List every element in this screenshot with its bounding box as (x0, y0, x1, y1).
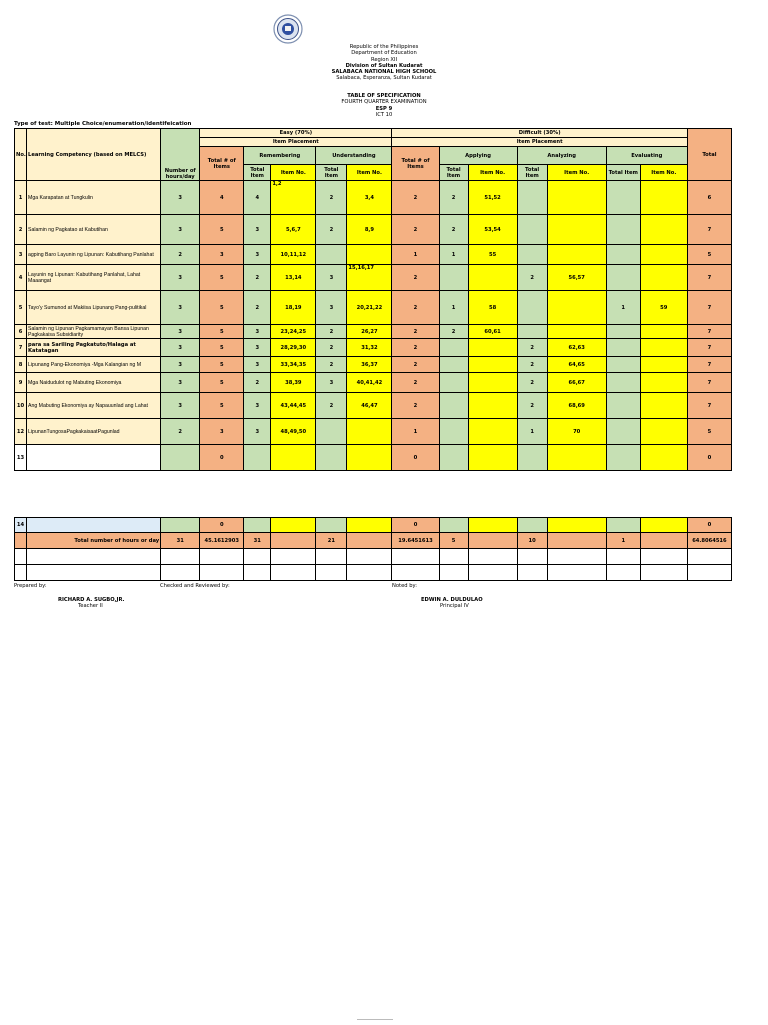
header-eva-item-no: Item No. (640, 165, 687, 181)
table-row (15, 181, 732, 215)
row-competency (27, 445, 161, 471)
totals-app-no (468, 533, 517, 549)
row-eva-item-no (640, 265, 687, 291)
row-und-item-no (347, 445, 392, 471)
row-total: 5 (687, 419, 731, 445)
row-no: 7 (15, 339, 27, 357)
row-ana-total: 2 (517, 265, 547, 291)
totals-label: Total number of hours or day (27, 533, 161, 549)
row-ana-item-no (547, 325, 606, 339)
table-row (15, 291, 732, 325)
row-total: 7 (687, 265, 731, 291)
row14-easy-total: 0 (200, 518, 244, 533)
row-app-item-no (468, 445, 517, 471)
table-row (15, 265, 732, 291)
row-ana-total (517, 215, 547, 245)
row-diff-total: 2 (392, 291, 439, 325)
row-ana-total (517, 181, 547, 215)
table-row (15, 339, 732, 357)
row14-ana-total (517, 518, 547, 533)
row-app-item-no: 51,52 (468, 181, 517, 215)
row-und-item-no: 46,47 (347, 393, 392, 419)
header-ana-total-item: Total Item (517, 165, 547, 181)
header-line-republic: Republic of the Philippines (349, 44, 419, 50)
tos-body (15, 181, 732, 471)
header-remembering: Remembering (244, 147, 316, 165)
row-rem-total: 3 (244, 215, 271, 245)
row-eva-item-no (640, 245, 687, 265)
totals-no (15, 533, 27, 549)
row-hours: 3 (161, 181, 200, 215)
row-rem-total: 2 (244, 265, 271, 291)
row-und-total (316, 445, 347, 471)
row-total: 7 (687, 291, 731, 325)
row-und-item-no: 3,4 (347, 181, 392, 215)
row-app-item-no: 53,54 (468, 215, 517, 245)
row-ana-item-no (547, 181, 606, 215)
row-app-total: 2 (439, 181, 468, 215)
header-difficult: Difficult (30%) (392, 129, 687, 138)
row-hours: 2 (161, 419, 200, 445)
row-total: 7 (687, 339, 731, 357)
totals-row (15, 533, 732, 549)
row-no: 4 (15, 265, 27, 291)
row-no: 1 (15, 181, 27, 215)
row-total: 0 (687, 445, 731, 471)
header-line-grade: ICT 10 (375, 111, 393, 118)
header-app-item-no: Item No. (468, 165, 517, 181)
row-app-item-no: 58 (468, 291, 517, 325)
row-eva-item-no: 59 (640, 291, 687, 325)
table-row (15, 393, 732, 419)
header-analyzing: Analyzing (517, 147, 606, 165)
row-und-item-no: 31,32 (347, 339, 392, 357)
row-rem-item-no: 5,6,7 (271, 215, 316, 245)
row-eva-item-no (640, 339, 687, 357)
row-eva-item-no (640, 419, 687, 445)
row-competency: agping Baro Layunin ng Lipunan: Kabutihang Panlahat (27, 245, 161, 265)
row-und-total: 3 (316, 265, 347, 291)
totals-ana-no (547, 533, 606, 549)
row-no: 3 (15, 245, 27, 265)
row-total: 7 (687, 325, 731, 339)
row-rem-item-no: 48,49,50 (271, 419, 316, 445)
header-understanding: Understanding (316, 147, 392, 165)
header-easy-item-placement: Item Placement (200, 138, 392, 147)
row-diff-total: 2 (392, 325, 439, 339)
row-app-total: 2 (439, 325, 468, 339)
row-easy-total: 4 (200, 181, 244, 215)
row-diff-total: 1 (392, 245, 439, 265)
row-diff-total: 2 (392, 339, 439, 357)
noted-by-name: EDWIN A. DULDULAO (421, 597, 483, 603)
row-no: 12 (15, 419, 27, 445)
row-eva-item-no (640, 181, 687, 215)
header-applying: Applying (439, 147, 517, 165)
row14-no: 14 (15, 518, 27, 533)
header-evaluating: Evaluating (606, 147, 687, 165)
row-total: 7 (687, 393, 731, 419)
row-no: 6 (15, 325, 27, 339)
row-und-item-no: 36,37 (347, 357, 392, 373)
row-rem-item-no: 23,24,25 (271, 325, 316, 339)
row-competency: Ang Mabuting Ekonomiya ay Napauunlad ang Lahat (27, 393, 161, 419)
row-eva-total (606, 265, 640, 291)
row-easy-total: 0 (200, 445, 244, 471)
blank-row (15, 565, 732, 581)
row-app-total (439, 445, 468, 471)
row14-app-total (439, 518, 468, 533)
header-line-address: Salabaca, Esperanza, Sultan Kudarat (336, 75, 432, 82)
row-diff-total: 2 (392, 215, 439, 245)
row-hours: 3 (161, 291, 200, 325)
row-easy-total: 5 (200, 393, 244, 419)
row-no: 9 (15, 373, 27, 393)
prepared-by-title: Teacher II (78, 603, 103, 609)
row-app-total (439, 265, 468, 291)
row-und-item-no (347, 419, 392, 445)
checked-by-label: Checked and Reviewed by: (160, 583, 230, 589)
row-eva-item-no (640, 373, 687, 393)
row-und-total (316, 245, 347, 265)
header-eva-total-item: Total Item (606, 165, 640, 181)
row-ana-item-no: 70 (547, 419, 606, 445)
row-diff-total: 1 (392, 419, 439, 445)
row14-ana-no (547, 518, 606, 533)
row-diff-total: 2 (392, 181, 439, 215)
row-competency: Mga Naidudulot ng Mabuting Ekonomiya (27, 373, 161, 393)
row-rem-total: 3 (244, 393, 271, 419)
row-easy-total: 5 (200, 215, 244, 245)
header-und-item-no: Item No. (347, 165, 392, 181)
noted-by-title: Principal IV (440, 603, 469, 609)
row-diff-total: 2 (392, 393, 439, 419)
row-und-total: 2 (316, 215, 347, 245)
row-no: 10 (15, 393, 27, 419)
row-ana-item-no: 62,63 (547, 339, 606, 357)
row-no: 13 (15, 445, 27, 471)
row-und-total: 3 (316, 373, 347, 393)
totals-easy: 45.1612903 (200, 533, 244, 549)
row-easy-total: 5 (200, 325, 244, 339)
row-eva-total (606, 181, 640, 215)
totals-rem: 31 (244, 533, 271, 549)
row-rem-total: 3 (244, 245, 271, 265)
totals-rem-no (271, 533, 316, 549)
row-hours: 3 (161, 215, 200, 245)
document-subheader (0, 93, 768, 118)
row-competency: LipunanTungosaPagkakaisaatPagunlad (27, 419, 161, 445)
totals-hours: 31 (161, 533, 200, 549)
row-app-total (439, 419, 468, 445)
row-easy-total: 5 (200, 373, 244, 393)
table-row (15, 373, 732, 393)
table-row (15, 325, 732, 339)
row-easy-total: 5 (200, 339, 244, 357)
row-no: 2 (15, 215, 27, 245)
row-total: 6 (687, 181, 731, 215)
row-app-item-no (468, 373, 517, 393)
test-type-label: Type of test: Multiple Choice/enumeration/identifeication (14, 121, 192, 127)
row-eva-total (606, 373, 640, 393)
header-competency: Learning Competency (based on MELCS) (27, 129, 161, 181)
row-total: 7 (687, 373, 731, 393)
header-easy-total-items: Total # of Items (200, 147, 244, 181)
row-app-item-no (468, 393, 517, 419)
page-edge-mark (357, 1019, 393, 1025)
row-rem-total: 3 (244, 339, 271, 357)
row-hours: 3 (161, 393, 200, 419)
row-app-item-no (468, 265, 517, 291)
header-difficult-total-items: Total # of Items (392, 147, 439, 181)
row-diff-total: 2 (392, 373, 439, 393)
row-eva-item-no (640, 445, 687, 471)
row-ana-total (517, 445, 547, 471)
tos-table (14, 128, 732, 471)
row-competency: Salamin ng Pagkatao at Kabutihan (27, 215, 161, 245)
row-rem-total: 4 (244, 181, 271, 215)
header-ana-item-no: Item No. (547, 165, 606, 181)
row-ana-total (517, 325, 547, 339)
header-line-region: Region XII (370, 56, 398, 63)
row14-und-total (316, 518, 347, 533)
row-und-total (316, 419, 347, 445)
row-rem-total: 3 (244, 419, 271, 445)
row-easy-total: 5 (200, 265, 244, 291)
row-rem-item-no: 10,11,12 (271, 245, 316, 265)
row-hours (161, 445, 200, 471)
header-difficult-item-placement: Item Placement (392, 138, 687, 147)
row-total: 7 (687, 215, 731, 245)
row-eva-total (606, 245, 640, 265)
row-ana-item-no: 68,69 (547, 393, 606, 419)
row-app-item-no: 60,61 (468, 325, 517, 339)
row-rem-item-no: 13,14 (271, 265, 316, 291)
row-app-item-no (468, 419, 517, 445)
blank-row (15, 549, 732, 565)
row14-app-no (468, 518, 517, 533)
row-hours: 2 (161, 245, 200, 265)
header-line-subject: ESP 9 (375, 105, 393, 112)
row-hours: 3 (161, 265, 200, 291)
row-und-item-no: 8,9 (347, 215, 392, 245)
row-und-total: 2 (316, 325, 347, 339)
row-und-item-no (347, 245, 392, 265)
row-ana-total: 2 (517, 339, 547, 357)
header-line-division: Division of Sultan Kudarat (345, 62, 423, 69)
header-hours: Number of hours/day (161, 129, 200, 181)
row14-competency (27, 518, 161, 533)
row-total: 7 (687, 357, 731, 373)
row-rem-total: 2 (244, 373, 271, 393)
header-no: No. (15, 129, 27, 181)
row-diff-total: 0 (392, 445, 439, 471)
row-app-total: 2 (439, 215, 468, 245)
row-app-total: 1 (439, 291, 468, 325)
noted-by-label: Noted by: (392, 583, 417, 589)
header-line-school: SALABACA NATIONAL HIGH SCHOOL (331, 69, 437, 76)
row-competency: Lipunang Pang-Ekonomiya -Mga Kalangian ng M (27, 357, 161, 373)
row-und-item-no: 40,41,42 (347, 373, 392, 393)
row-hours: 3 (161, 357, 200, 373)
header-und-total-item: Total Item (316, 165, 347, 181)
row-rem-item-no: 38,39 (271, 373, 316, 393)
row-ana-item-no (547, 291, 606, 325)
totals-grand: 64.8064516 (687, 533, 731, 549)
row-app-total (439, 393, 468, 419)
header-line-department: Department of Education (351, 50, 417, 57)
row-competency: Tayo'y Sumunod at Makiisa Lipunang Pang-pulitikal (27, 291, 161, 325)
row-und-item-no: 20,21,22 (347, 291, 392, 325)
table-row (15, 245, 732, 265)
row-easy-total: 3 (200, 245, 244, 265)
row-easy-total: 3 (200, 419, 244, 445)
row-rem-item-no: 28,29,30 (271, 339, 316, 357)
row-rem-total: 3 (244, 325, 271, 339)
row14-und-no (347, 518, 392, 533)
row-ana-item-no: 56,57 (547, 265, 606, 291)
row-competency: Mga Karapatan at Tungkulin (27, 181, 161, 215)
row-eva-item-no (640, 215, 687, 245)
deped-seal-logo (273, 14, 303, 44)
row14-rem-no (271, 518, 316, 533)
document-header (0, 44, 768, 82)
header-easy: Easy (70%) (200, 129, 392, 138)
row-total: 5 (687, 245, 731, 265)
row-eva-total (606, 357, 640, 373)
header-line-tos: TABLE OF SPECIFICATION (347, 93, 421, 99)
row-app-total (439, 357, 468, 373)
row-ana-item-no (547, 215, 606, 245)
row14-hours (161, 518, 200, 533)
row14-diff-total: 0 (392, 518, 439, 533)
row-ana-total: 1 (517, 419, 547, 445)
row-ana-total: 2 (517, 373, 547, 393)
row-und-item-no: 26,27 (347, 325, 392, 339)
row-rem-total: 2 (244, 291, 271, 325)
prepared-by-label: Prepared by: (14, 583, 47, 589)
row-hours: 3 (161, 339, 200, 357)
row-app-item-no (468, 357, 517, 373)
row-eva-item-no (640, 325, 687, 339)
row-rem-item-no: 18,19 (271, 291, 316, 325)
totals-und-no (347, 533, 392, 549)
totals-und: 21 (316, 533, 347, 549)
row-eva-total (606, 393, 640, 419)
row-no: 8 (15, 357, 27, 373)
totals-eva: 1 (606, 533, 640, 549)
header-rem-item-no: Item No. (271, 165, 316, 181)
table-row (15, 419, 732, 445)
row-eva-total (606, 339, 640, 357)
totals-difficult: 19.6451613 (392, 533, 439, 549)
row-rem-item-no: 1,2 (271, 181, 316, 215)
row-und-total: 2 (316, 357, 347, 373)
row-und-total: 3 (316, 291, 347, 325)
row-und-total: 2 (316, 181, 347, 215)
prepared-by-name: RICHARD A. SUGBO,JR. (58, 597, 125, 603)
header-rem-total-item: Total Item (244, 165, 271, 181)
row-ana-item-no (547, 245, 606, 265)
row-competency: Salamin ng Lipunan Pagkamamayan Bansa Lipunan Pagkakaisa Subsidiarity (27, 325, 161, 339)
totals-app: 5 (439, 533, 468, 549)
row-eva-total: 1 (606, 291, 640, 325)
row-competency: para sa Sariling Pagkatuto/Halaga at Katatagan (27, 339, 161, 357)
row-eva-item-no (640, 393, 687, 419)
table-row-14 (15, 518, 732, 533)
row-app-item-no: 55 (468, 245, 517, 265)
header-line-exam: FOURTH QUARTER EXAMINATION (341, 99, 427, 106)
row-rem-item-no (271, 445, 316, 471)
tos-summary-table (14, 517, 732, 581)
row14-eva-total (606, 518, 640, 533)
row-no: 5 (15, 291, 27, 325)
row-competency: Layunin ng Lipunan: Kabutihang Panlahat, Lahat Maaangat (27, 265, 161, 291)
row14-eva-no (640, 518, 687, 533)
row-ana-item-no: 66,67 (547, 373, 606, 393)
row-app-total: 1 (439, 245, 468, 265)
row-ana-total: 2 (517, 393, 547, 419)
row-eva-item-no (640, 357, 687, 373)
row-und-total: 2 (316, 393, 347, 419)
row-eva-total (606, 215, 640, 245)
row-und-item-no: 15,16,17 (347, 265, 392, 291)
totals-eva-no (640, 533, 687, 549)
row-ana-item-no (547, 445, 606, 471)
row-easy-total: 5 (200, 291, 244, 325)
header-app-total-item: Total Item (439, 165, 468, 181)
row-app-total (439, 339, 468, 357)
row-und-total: 2 (316, 339, 347, 357)
totals-ana: 10 (517, 533, 547, 549)
row14-total: 0 (687, 518, 731, 533)
row-easy-total: 5 (200, 357, 244, 373)
row-ana-total (517, 291, 547, 325)
table-row (15, 215, 732, 245)
row-eva-total (606, 419, 640, 445)
row-ana-item-no: 64,65 (547, 357, 606, 373)
row-ana-total: 2 (517, 357, 547, 373)
row-diff-total: 2 (392, 357, 439, 373)
header-total: Total (687, 129, 731, 181)
row-eva-total (606, 325, 640, 339)
row-rem-total (244, 445, 271, 471)
row-rem-item-no: 43,44,45 (271, 393, 316, 419)
row-rem-item-no: 33,34,35 (271, 357, 316, 373)
row-hours: 3 (161, 373, 200, 393)
row-diff-total: 2 (392, 265, 439, 291)
table-row (15, 445, 732, 471)
row-hours: 3 (161, 325, 200, 339)
row-app-item-no (468, 339, 517, 357)
table-row (15, 357, 732, 373)
row-app-total (439, 373, 468, 393)
row-eva-total (606, 445, 640, 471)
row14-rem-total (244, 518, 271, 533)
row-rem-total: 3 (244, 357, 271, 373)
row-ana-total (517, 245, 547, 265)
